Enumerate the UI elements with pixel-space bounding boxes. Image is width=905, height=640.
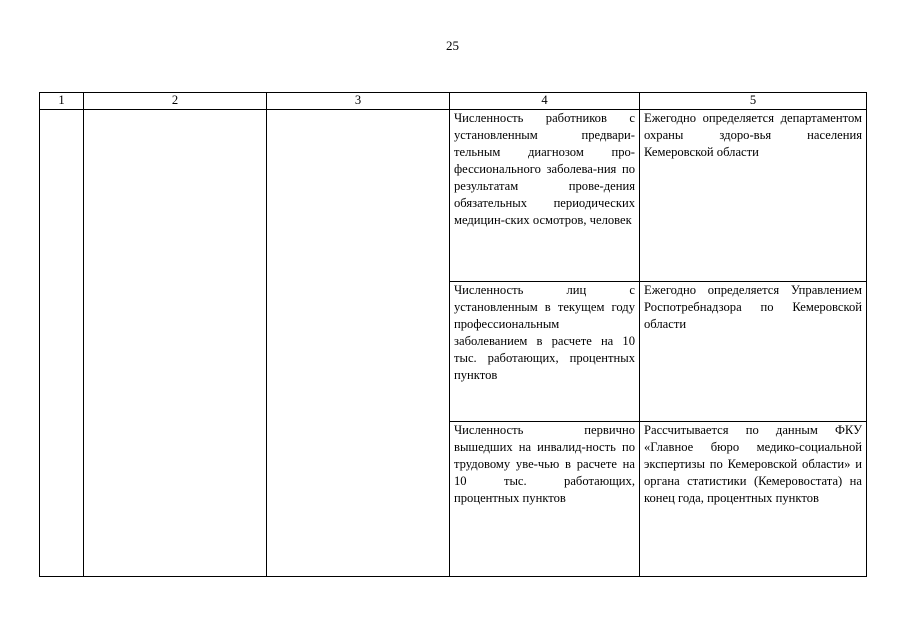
indicator-cell: Численность первично вышедших на инвалид-ность по трудовому уве-чью в расчете на 10 тыс. работающих, процентных пунктов bbox=[450, 422, 640, 577]
table-header-row bbox=[40, 93, 867, 110]
page-number: 25 bbox=[446, 38, 459, 53]
indicators-table bbox=[39, 92, 867, 577]
empty-cell bbox=[84, 110, 267, 577]
column-header: 2 bbox=[84, 93, 267, 110]
column-header: 4 bbox=[450, 93, 640, 110]
column-header: 3 bbox=[267, 93, 450, 110]
empty-cell bbox=[40, 110, 84, 577]
column-header: 5 bbox=[640, 93, 867, 110]
method-cell: Ежегодно определяется департаментом охраны здоро-вья населения Кемеровской области bbox=[640, 110, 867, 282]
table-row bbox=[40, 110, 867, 282]
method-cell: Рассчитывается по данным ФКУ «Главное бюро медико-социальной экспертизы по Кемеровской области» и органа статистики (Кемеровостата) на конец года, процентных пунктов bbox=[640, 422, 867, 577]
indicator-cell: Численность лиц с установленным в текущем году профессиональным заболеванием в расчете на 10 тыс. работающих, процентных пунктов bbox=[450, 282, 640, 422]
method-cell: Ежегодно определяется Управлением Роспотребнадзора по Кемеровской области bbox=[640, 282, 867, 422]
column-header: 1 bbox=[40, 93, 84, 110]
indicator-cell: Численность работников с установленным предвари-тельным диагнозом про-фессионального заболева-ния по результатам прове-дения обязательных периодических медицин-ских осмотров, человек bbox=[450, 110, 640, 282]
empty-cell bbox=[267, 110, 450, 577]
